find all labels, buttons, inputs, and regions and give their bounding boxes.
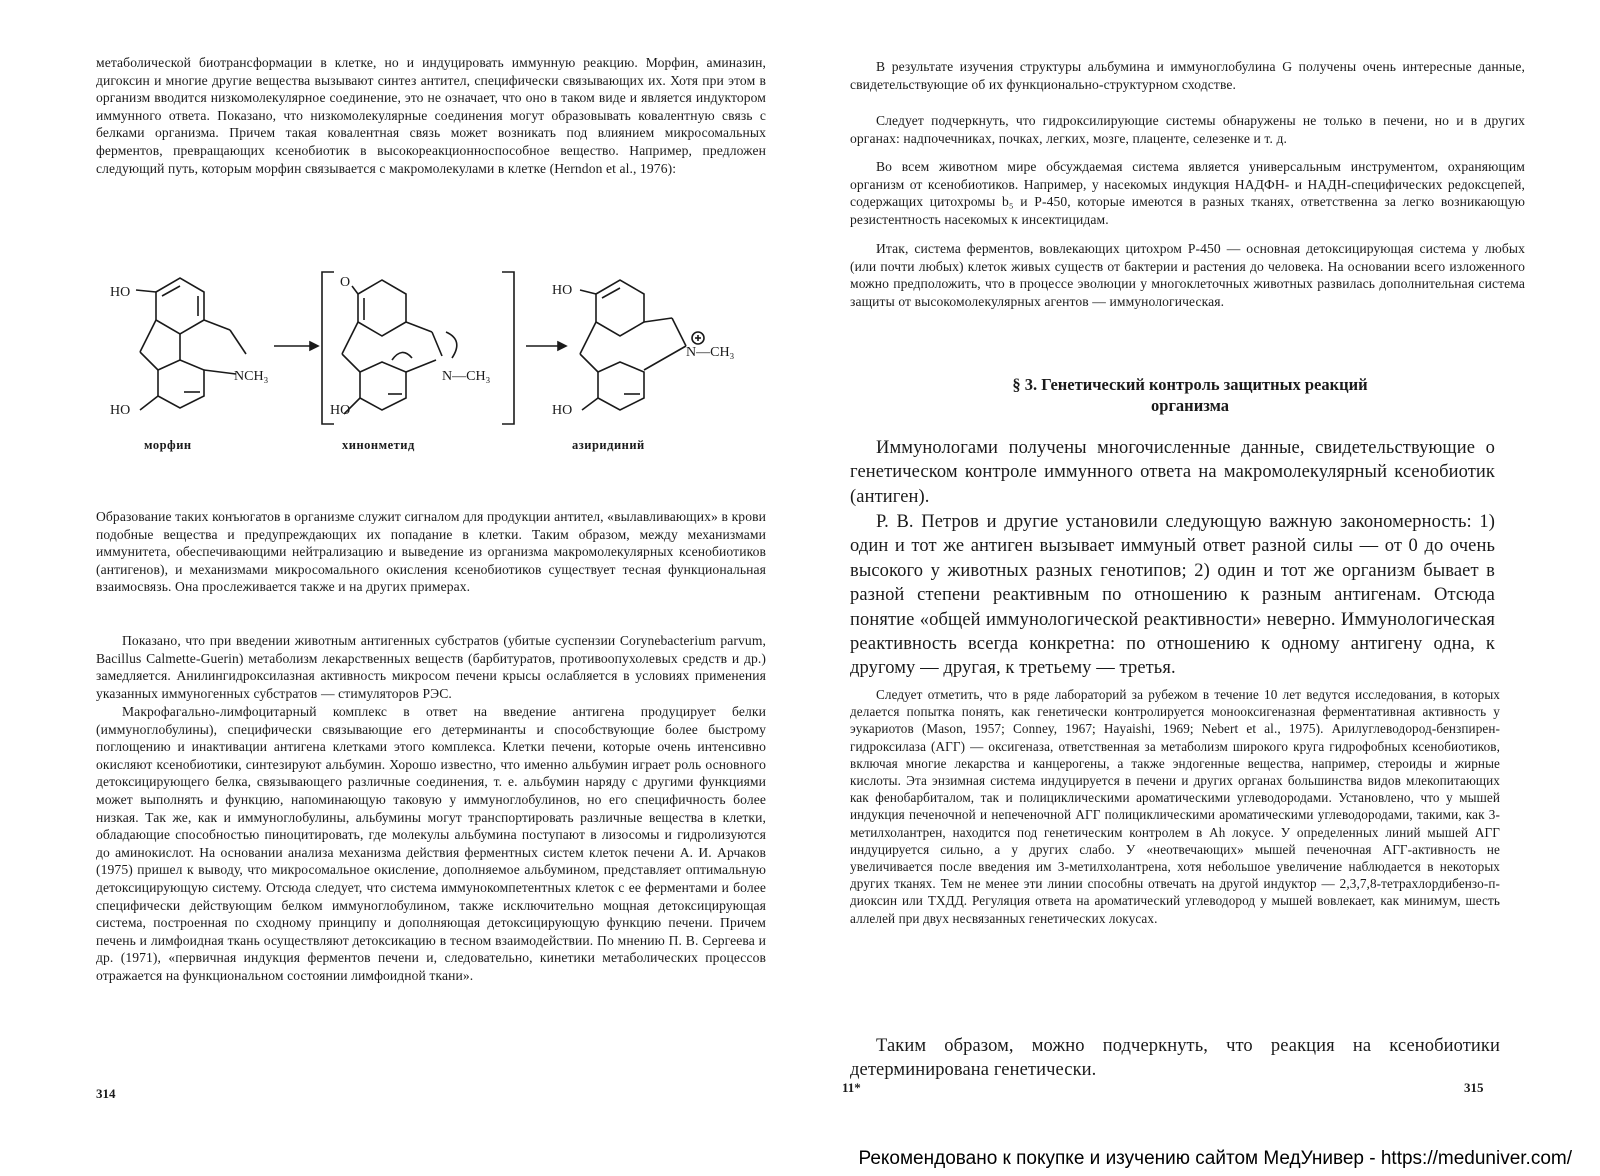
left-paragraph-4: Макрофагально-лимфоцитарный комплекс в ответ на введение антигена продуцирует белки (иммуноглобулины), специфически связывающие его детерминанты и способствующие более быстрому поглощению и инактивации антигена клетками этого комплекса. Клетки печени, которые очень интенсивно окисляют ксенобиотики, синтезируют альбумин. Хорошо известно, что именно альбумин играет роль основного детоксицирующего белка, связывающего различные соединения, т. е. альбумин наряду с другими функциями может выполнять и функцию, напоминающую таковую у иммуноглобулинов, но его специфичность более низкая. Так же, как и иммуноглобулины, альбумины могут транспортировать различные вещества в клетки, обладающие способностью пиноцитировать, где молекулы альбумина поступают в лизосомы и гидролизуются до аминокислот. На основании анализа механизма действия ферментных систем клеток печени А. И. Арчаков (1975) пришел к выводу, что микросомальное окисление, дополняемое альбумином, представляет оптимальную детоксицирующую систему. Отсюда следует, что система иммунокомпетентных клеток с ее ферментами и более специфически действующим белком иммуноглобулином, также исключительно мощная детоксицирующая система, построенная по сходному принципу и дополняющая детоксицирующую функцию печени. Причем печень и лимфоидная ткань осуществляют детоксикацию в тесном взаимодействии. По мнению П. В. Сергеева и др. (1971), «первичная индукция ферментов печени и, следовательно, кинетики метаболических процессов отражается на функциональном состоянии лимфоидной ткани». bbox=[96, 704, 766, 983]
right-paragraph-1: В результате изучения структуры альбумина и иммуноглобулина G получены очень интересные данные, свидетельствующие об их функционально-структурном сходстве. bbox=[850, 59, 1525, 92]
aziridinium-ho-bottom: HO bbox=[552, 403, 573, 418]
right-page-number: 315 bbox=[1464, 1080, 1484, 1095]
right-paragraph-8: Таким образом, можно подчеркнуть, что реакция на ксенобиотики детерминирована генетически. bbox=[850, 1036, 1500, 1081]
right-paragraph-3: Во всем животном мире обсуждаемая система является универсальным инструментом, охраняющим организм от ксенобиотиков. Например, у насекомых индукция НАДФН- и НАДН-специфических редоксцепей, содержащих цитохромы b₅ и Р-450, которые имеются в разных тканях, ответственна за легко возникающую резистентность насекомых к инсектицидам. bbox=[850, 159, 1525, 227]
right-paragraph-6: Р. В. Петров и другие установили следующую важную закономерность: 1) один и тот же антиген вызывает иммуный ответ разной силы — от 0 до очень высокого у животных разных генотипов; 2) один и тот же организм бывает в разной степени реактивным по отношению к разным антигенам. Отсюда понятие «общей иммунологической реактивности» неверно. Иммунологическая реактивность всегда конкретна: по отношению к одному антигену одна, к другому — другая, к третьему — третья. bbox=[850, 512, 1495, 679]
caption-morphine: морфин bbox=[144, 438, 192, 452]
reaction-scheme-drawing bbox=[96, 264, 766, 484]
aziridinium-ho-top: HO bbox=[552, 283, 573, 298]
caption-quinone-methide: хинонметид bbox=[342, 438, 415, 452]
quinone-ho: HO bbox=[330, 403, 351, 418]
left-paragraph-1: метаболической биотрансформации в клетке, но и индуцировать иммунную реакцию. Морфин, аминазин, дигоксин и многие другие вещества вызывают синтез антител, специфически связывающих их. Хотя при этом в организм вводится низкомолекулярное соединение, это не означает, что оно в таком виде и является индуктором иммунного ответа. Показано, что низкомолекулярные соединения могут образовывать ковалентную связь с белками организма. Причем такая ковалентная связь может возникать под влиянием микросомальных ферментов, превращающих ксенобиотик в высокореакционноспособное вещество. Например, предложен следующий путь, которым морфин связывается с макромолекулами в клетке (Herndon et al., 1976): bbox=[96, 55, 766, 176]
section-heading bbox=[910, 374, 1470, 416]
left-page-number: 314 bbox=[96, 1086, 116, 1101]
morphine-ho-bottom: HO bbox=[110, 403, 131, 418]
caption-aziridinium: азиридиний bbox=[572, 438, 645, 452]
section-heading-line-1: § 3. Генетический контроль защитных реакций bbox=[1012, 375, 1368, 394]
right-paragraph-4: Итак, система ферментов, вовлекающих цитохром Р-450 — основная детоксицирующая система у любых (или почти любых) клеток живых существ от бактерии и растения до человека. На основании всего изложенного можно предположить, что в процессе эволюции у многоклеточных животных развилась дополнительная система защиты от высокомолекулярных агентов — иммунологическая. bbox=[850, 241, 1525, 309]
quinone-methide-structure bbox=[342, 280, 457, 414]
reaction-scheme bbox=[96, 264, 766, 484]
right-paragraph-7: Следует отметить, что в ряде лабораторий за рубежом в течение 10 лет ведутся исследования, в которых делается попытка понять, как генетически контролируется монооксигеназная ферментативная активность у эукариотов (Mason, 1957; Conney, 1967; Hayaishi, 1969; Nebert et al., 1975). Арилуглеводород-бензпирен-гидроксилаза (АГГ) — оксигеназа, ответственная за метаболизм широкого круга гидрофобных ксенобиотиков, включая многие лекарства и канцерогены, а также эндогенные вещества, например, стероиды и жирные кислоты. Эта энзимная система индуцируется в печени и других органах большинства видов млекопитающих как фенобарбиталом, так и полициклическими ароматическими углеводородами. Установлено, что у мышей индукция печеночной и непеченочной АГГ полициклическими ароматическими углеводородами, такими, как 3-метилхолантрен, находится под генетическим контролем в Ah локусе. У определенных линий мышей АГГ индуцируется сильно, а у других слабо. У «неотвечающих» мышей печеночная АГГ-активность не увеличивается после введения им 3-метилхолантрена, хотя небольшое увеличение наблюдается в некоторых других тканях. Тем не менее эти линии способны отвечать на другой индуктор — 2,3,7,8-тетрахлордибензо-п-диоксин или ТХДД. Регуляция ответа на ароматический углеводород у мышей вовлекает, как минимум, шесть аллелей при двух несвязанных генетических локусах. bbox=[850, 687, 1500, 926]
quinone-nch3: N—CH₃ bbox=[442, 369, 491, 384]
morphine-ho-top: HO bbox=[110, 285, 131, 300]
right-paragraph-2: Следует подчеркнуть, что гидроксилирующие системы обнаружены не только в печени, но и в других органах: надпочечниках, почках, легких, мозге, плаценте, селезенке и т. д. bbox=[850, 113, 1525, 146]
aziridinium-nch3: N—CH₃ bbox=[686, 345, 735, 360]
right-paragraph-5: Иммунологами получены многочисленные данные, свидетельствующие о генетическом контроле иммунного ответа на макромолекулярный ксенобиотик (антиген). bbox=[850, 438, 1495, 507]
morphine-nch3: NCH₃ bbox=[234, 369, 269, 384]
quinone-o: O bbox=[340, 275, 351, 290]
morphine-structure bbox=[136, 278, 246, 410]
signature-mark: 11* bbox=[842, 1080, 861, 1095]
section-heading-line-2: организма bbox=[1151, 396, 1229, 415]
footer-recommendation: Рекомендовано к покупке и изучению сайтом МедУнивер - https://meduniver.com/ bbox=[858, 1148, 1572, 1169]
left-paragraph-3: Показано, что при введении животным антигенных субстратов (убитые суспензии Corynebacterium parvum, Bacillus Calmette-Guerin) метаболизм лекарственных веществ (барбитуратов, противоопухолевых средств и др.) замедляется. Анилингидроксилазная активность микросом печени крысы ослабляется в условиях применения указанных иммуногенных субстратов — стимуляторов РЭС. bbox=[96, 633, 766, 701]
left-paragraph-2: Образование таких конъюгатов в организме служит сигналом для продукции антител, «вылавливающих» в крови подобные вещества и предупреждающих их попадание в клетки. Таким образом, между механизмами иммунитета, обеспечивающими нейтрализацию и выведение из организма макромолекулярных ксенобиотиков (антигенов), и механизмами микросомального окисления ксенобиотиков существует тесная функциональная взаимосвязь. Она прослеживается также и на других примерах. bbox=[96, 509, 766, 595]
